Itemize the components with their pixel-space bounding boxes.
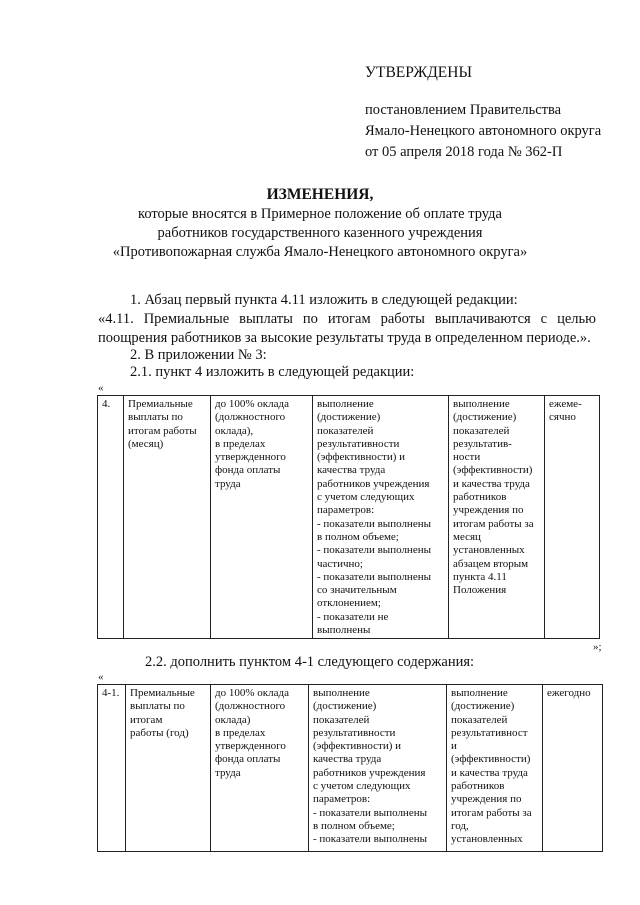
cell-text-line: Положения [453, 584, 507, 597]
cell-text-line: выполнение [453, 398, 510, 410]
cell-text-line: фонда оплаты [215, 753, 281, 766]
item-1-quote-line: поощрения работников за высокие результаты труда в определенном периоде.». [98, 330, 591, 346]
open-quote-mark: « [98, 382, 104, 394]
cell-amount [211, 396, 313, 639]
subtitle-line: работников государственного казенного учреждения [157, 225, 483, 241]
cell-text-line: работников учреждения [317, 477, 430, 490]
cell-text-line: установленных [451, 833, 523, 846]
cell-text-line: установленных [453, 544, 525, 557]
cell-text-line: работников учреждения [313, 766, 426, 779]
cell-text-line: итогам работы за [453, 517, 534, 530]
cell-text-line: - показатели выполнены [317, 570, 431, 583]
cell-text-line: в пределах [215, 726, 266, 739]
open-quote-mark: « [98, 671, 104, 683]
cell-text-line: - показатели выполнены [313, 806, 427, 819]
cell-text-line: (эффективности) и [313, 740, 402, 753]
cell-text-line: ности [453, 451, 481, 464]
approval-reference [365, 100, 601, 163]
cell-text-line: утвержденного [215, 451, 286, 464]
cell-text-line: показателей [453, 424, 510, 437]
cell-text-line: результатив- [453, 437, 512, 450]
cell-amount [211, 685, 309, 852]
cell-text-line: труда [215, 477, 241, 490]
cell-text-line: и качества труда [453, 477, 530, 490]
cell-basis [447, 685, 543, 852]
approval-line: Ямало-Ненецкого автономного округа [365, 123, 602, 139]
approval-line: постановлением Правительства [365, 102, 562, 118]
cell-text-line: выполнены [317, 624, 371, 637]
cell-text-line: пункта 4.11 [453, 570, 507, 583]
cell-text-line: (достижение) [313, 700, 377, 713]
cell-text-line: - показатели выполнены [313, 833, 427, 846]
close-quote-mark: »; [593, 641, 602, 653]
cell-text-line: с учетом следующих [317, 491, 415, 504]
cell-text-line: работы (год) [130, 726, 189, 739]
subtitle-line: «Противопожарная служба Ямало-Ненецкого автономного округа» [112, 244, 528, 260]
cell-text-line: итогам [130, 713, 163, 726]
cell-text-line: ежеме- [549, 398, 582, 410]
cell-text-line: итогам работы [128, 424, 197, 437]
cell-text-line: сячно [549, 411, 576, 424]
cell-text-line: до 100% оклада [215, 687, 289, 699]
cell-criteria [313, 396, 449, 639]
cell-number [98, 396, 124, 639]
cell-text-line: 4. [102, 398, 111, 410]
cell-text-line: утвержденного [215, 740, 286, 753]
document-subtitle [0, 205, 640, 262]
cell-text-line: результативност [451, 726, 528, 739]
item-1: 1. Абзац первый пункта 4.11 изложить в следующей редакции: [130, 292, 518, 308]
cell-text-line: фонда оплаты [215, 464, 281, 477]
cell-text-line: в полном объеме; [313, 819, 395, 832]
cell-text-line: Премиальные [128, 398, 193, 410]
cell-text-line: (должностного [215, 411, 286, 424]
cell-text-line: отклонением; [317, 597, 381, 610]
cell-payment-name [126, 685, 211, 852]
cell-text-line: (достижение) [453, 411, 517, 424]
cell-text-line: оклада), [215, 424, 254, 437]
cell-text-line: со значительным [317, 584, 397, 597]
document-title: ИЗМЕНЕНИЯ, [266, 186, 374, 203]
cell-text-line: параметров: [313, 793, 371, 806]
approved-heading: УТВЕРЖДЕНЫ [365, 64, 472, 81]
cell-text-line: результативности [313, 726, 396, 739]
table-row [98, 396, 600, 639]
cell-text-line: показателей [451, 713, 508, 726]
cell-text-line: результативности [317, 437, 400, 450]
cell-text-line: работников [453, 491, 507, 504]
cell-text-line: выполнение [313, 687, 370, 699]
cell-text-line: (эффективности) [451, 753, 531, 766]
cell-text-line: ежегодно [547, 687, 591, 699]
item-2: 2. В приложении № 3: [130, 347, 267, 363]
table-row [98, 685, 603, 852]
cell-text-line: Премиальные [130, 687, 195, 699]
cell-text-line: выплаты по [130, 700, 185, 713]
cell-number [98, 685, 126, 852]
payments-table-item-4-1 [97, 684, 603, 852]
cell-text-line: параметров: [317, 504, 375, 517]
cell-text-line: и [451, 740, 457, 753]
cell-basis [449, 396, 545, 639]
cell-text-line: до 100% оклада [215, 398, 289, 410]
cell-text-line: качества труда [313, 753, 382, 766]
cell-text-line: качества труда [317, 464, 386, 477]
cell-text-line: учреждения по [453, 504, 524, 517]
cell-text-line: выполнение [317, 398, 374, 410]
cell-period [543, 685, 603, 852]
subtitle-line: которые вносятся в Примерное положение об оплате труда [138, 206, 502, 222]
cell-text-line: абзацем вторым [453, 557, 529, 570]
cell-text-line: 4-1. [102, 687, 120, 699]
cell-text-line: итогам работы за [451, 806, 532, 819]
cell-text-line: выполнение [451, 687, 508, 699]
cell-text-line: - показатели не [317, 610, 389, 623]
cell-period [545, 396, 600, 639]
cell-text-line: (эффективности) и [317, 451, 406, 464]
cell-text-line: труда [215, 766, 241, 779]
cell-text-line: с учетом следующих [313, 780, 411, 793]
cell-text-line: - показатели выполнены [317, 544, 431, 557]
cell-text-line: месяц [453, 530, 481, 543]
cell-text-line: в пределах [215, 437, 266, 450]
cell-text-line: (достижение) [317, 411, 381, 424]
cell-text-line: учреждения по [451, 793, 522, 806]
cell-text-line: год, [451, 819, 469, 832]
payments-table-item-4 [97, 395, 600, 639]
cell-text-line: работников [451, 780, 505, 793]
cell-text-line: (должностного [215, 700, 286, 713]
cell-payment-name [124, 396, 211, 639]
item-1-quote-line: «4.11. Премиальные выплаты по итогам работы выплачиваются с целью [98, 311, 596, 327]
cell-text-line: показателей [317, 424, 374, 437]
approval-line: от 05 апреля 2018 года № 362-П [365, 144, 563, 160]
cell-text-line: (месяц) [128, 437, 164, 450]
cell-text-line: - показатели выполнены [317, 517, 431, 530]
cell-text-line: (достижение) [451, 700, 515, 713]
cell-text-line: оклада) [215, 713, 251, 726]
cell-text-line: (эффективности) [453, 464, 533, 477]
cell-text-line: выплаты по [128, 411, 183, 424]
cell-text-line: частично; [317, 557, 363, 570]
cell-text-line: в полном объеме; [317, 530, 399, 543]
item-2-2: 2.2. дополнить пунктом 4-1 следующего содержания: [145, 654, 475, 670]
item-2-1: 2.1. пункт 4 изложить в следующей редакции: [130, 364, 415, 380]
cell-text-line: показателей [313, 713, 370, 726]
cell-text-line: и качества труда [451, 766, 528, 779]
cell-criteria [309, 685, 447, 852]
